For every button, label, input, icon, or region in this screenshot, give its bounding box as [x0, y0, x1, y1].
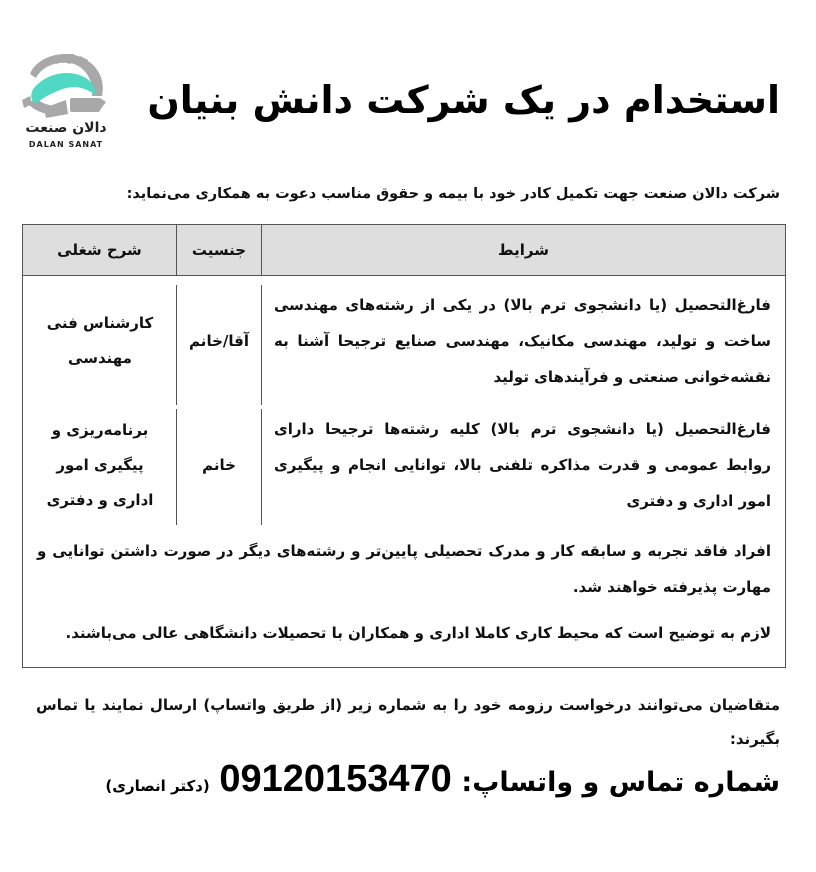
intro-text: شرکت دالان صنعت جهت تکمیل کادر خود با بیمه و حقوق مناسب دعوت به همکاری می‌نماید:: [126, 186, 780, 202]
job-table: [22, 224, 786, 668]
phone-number[interactable]: 09120153470: [219, 758, 452, 800]
logo-name-fa: دالان صنعت: [25, 120, 107, 136]
page-title: استخدام در یک شرکت دانش بنیان: [147, 78, 780, 122]
row1-description: کارشناس فنی مهندسی: [46, 314, 154, 367]
column-divider: [176, 225, 177, 275]
table-footnote-environment: لازم به توضیح است که محیط کاری کاملا اداری و همکاران با تحصیلات دانشگاهی عالی می‌باشند.: [65, 624, 771, 642]
company-logo: [16, 44, 128, 156]
table-header-row: [23, 225, 785, 276]
logo-name-en: DALAN SANAT: [28, 140, 104, 149]
column-divider: [261, 285, 262, 405]
table-footnote-experience: افراد فاقد تجربه و سابقه کار و مدرک تحصیلی پایین‌تر و رشته‌های دیگر در صورت داشتن توانایی و مهارت پذیرفته خواهند شد.: [37, 542, 771, 596]
column-divider: [261, 409, 262, 525]
application-instructions: متقاضیان می‌توانند درخواست رزومه خود را به شماره زیر (از طریق واتساپ) ارسال نمایند یا تماس بگیرند:: [36, 696, 780, 748]
row2-description: برنامه‌ریزی و پیگیری امور اداری و دفتری: [46, 420, 154, 509]
gear-logo-icon: [16, 44, 128, 124]
row2-requirements: فارغ‌التحصیل (یا دانشجوی ترم بالا) کلیه رشته‌ها ترجیحا دارای روابط عمومی و قدرت مذاکره تلفنی بالا، توانایی انجام و پیگیری امور اداری و دفتری: [274, 420, 771, 510]
row1-requirements: فارغ‌التحصیل (یا دانشجوی ترم بالا) در یکی از رشته‌های مهندسی ساخت و تولید، مهندسی مکانیک، مهندسی صنایع ترجیحا آشنا به نقشه‌خوانی صنعتی و فرآیندهای تولید: [274, 296, 771, 386]
row1-gender: آقا/خانم: [189, 331, 249, 350]
row2-gender: خانم: [202, 455, 236, 474]
contact-person: (دکتر انصاری): [105, 777, 210, 795]
column-divider: [261, 225, 262, 275]
contact-label: شماره تماس و واتساپ:: [461, 767, 780, 798]
header-description: شرح شغلی: [57, 241, 142, 259]
contact-line: [105, 758, 780, 801]
header-gender: جنسیت: [191, 241, 247, 259]
header-requirements: شرایط: [498, 241, 549, 259]
